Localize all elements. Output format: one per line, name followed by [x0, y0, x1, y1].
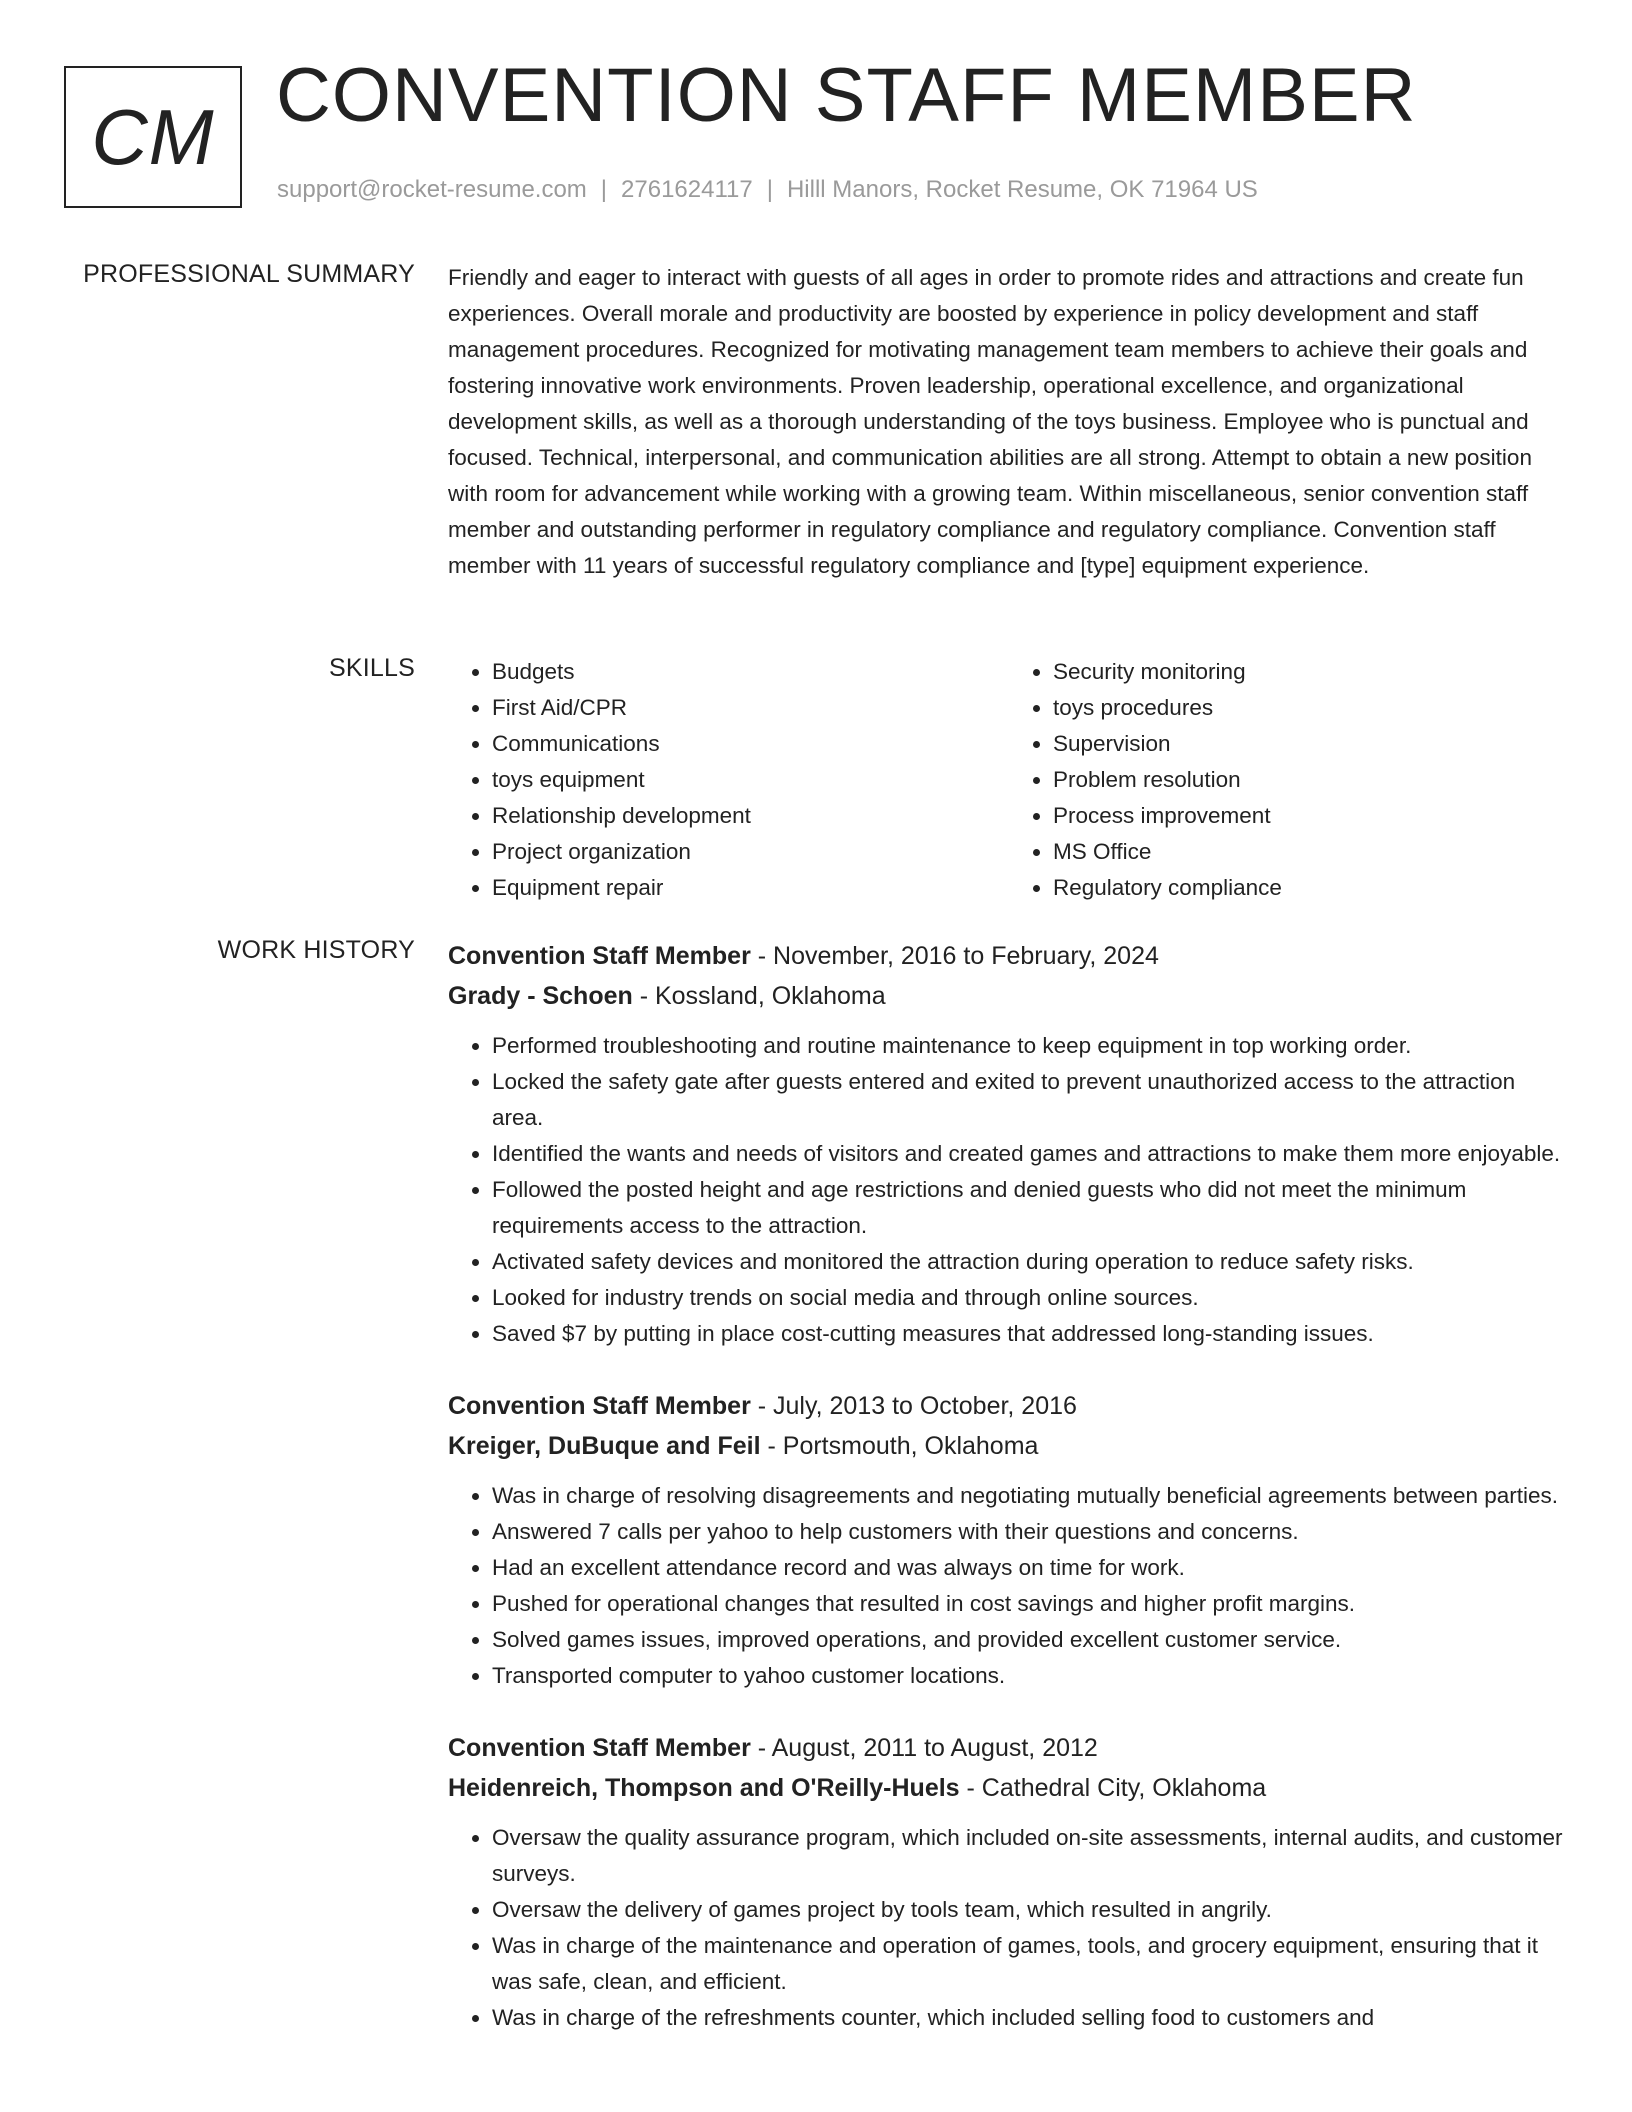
skill-item: • Process improvement [1053, 798, 1570, 834]
job-bullet: • Identified the wants and needs of visitors and created games and attractions to make them more enjoyable. [492, 1136, 1570, 1172]
skills-list-right [1009, 654, 1570, 906]
job-title: Convention Staff Member [448, 942, 751, 970]
job-entry [448, 1386, 1570, 1694]
job-company-line [448, 1768, 1570, 1808]
job-location: - Cathedral City, Oklahoma [959, 1774, 1267, 1802]
job-entry [448, 936, 1570, 1352]
job-bullets [448, 1028, 1570, 1352]
job-title-line [448, 936, 1570, 976]
section-label-skills: SKILLS [329, 654, 415, 682]
job-entry [448, 1728, 1570, 2036]
skill-item: • First Aid/CPR [492, 690, 1009, 726]
summary-body [448, 260, 1570, 584]
job-bullet: • Was in charge of the maintenance and operation of games, tools, and grocery equipment, ensuring that it was safe, clean, and efficient. [492, 1928, 1570, 2000]
skill-item: • toys procedures [1053, 690, 1570, 726]
job-title: Convention Staff Member [448, 1734, 751, 1762]
job-company-line [448, 976, 1570, 1016]
job-bullet: • Answered 7 calls per yahoo to help customers with their questions and concerns. [492, 1514, 1570, 1550]
job-company: Kreiger, DuBuque and Feil [448, 1432, 761, 1460]
job-dates: - August, 2011 to August, 2012 [750, 1734, 1098, 1762]
skills-list-left [448, 654, 1009, 906]
skill-item: • Supervision [1053, 726, 1570, 762]
candidate-name: CONVENTION STAFF MEMBER [276, 53, 1417, 138]
contact-email[interactable]: support@rocket-resume.com [277, 176, 587, 203]
job-bullet: • Had an excellent attendance record and was always on time for work. [492, 1550, 1570, 1586]
skill-item: • Security monitoring [1053, 654, 1570, 690]
skill-item: • Regulatory compliance [1053, 870, 1570, 906]
skill-item: • Budgets [492, 654, 1009, 690]
skill-item: • Relationship development [492, 798, 1009, 834]
monogram-box [64, 66, 242, 208]
job-company: Grady - Schoen [448, 982, 633, 1010]
job-bullet: • Pushed for operational changes that resulted in cost savings and higher profit margins. [492, 1586, 1570, 1622]
job-bullet: • Was in charge of the refreshments counter, which included selling food to customers and [492, 2000, 1570, 2036]
section-label-summary: PROFESSIONAL SUMMARY [83, 260, 415, 288]
job-bullet: • Solved games issues, improved operations, and provided excellent customer service. [492, 1622, 1570, 1658]
job-dates: - July, 2013 to October, 2016 [750, 1392, 1077, 1420]
job-dates: - November, 2016 to February, 2024 [750, 942, 1159, 970]
job-bullet: • Saved $7 by putting in place cost-cutting measures that addressed long-standing issues. [492, 1316, 1570, 1352]
job-bullets [448, 1478, 1570, 1694]
skill-item: • MS Office [1053, 834, 1570, 870]
section-label-work-history: WORK HISTORY [217, 936, 415, 964]
job-title-line [448, 1386, 1570, 1426]
job-bullets [448, 1820, 1570, 2036]
contact-separator: | [766, 176, 773, 203]
skills-columns [448, 654, 1570, 906]
summary-text: Friendly and eager to interact with guests of all ages in order to promote rides and attractions and create fun experiences. Overall morale and productivity are boosted by experience in policy development and staff management procedures. Recognized for motivating management team members to achieve their goals and fostering innovative work environments. Proven leadership, operational excellence, and organizational development skills, as well as a thorough understanding of the toys business. Employee who is punctual and focused. Technical, interpersonal, and communication abilities are all strong. Attempt to obtain a new position with room for advancement while working with a growing team. Within miscellaneous, senior convention staff member and outstanding performer in regulatory compliance and regulatory compliance. Convention staff member with 11 years of successful regulatory compliance and [type] equipment experience. [448, 265, 1532, 578]
job-bullet: • Oversaw the delivery of games project by tools team, which resulted in angrily. [492, 1892, 1570, 1928]
job-bullet: • Locked the safety gate after guests entered and exited to prevent unauthorized access to the attraction area. [492, 1064, 1570, 1136]
skill-item: • Equipment repair [492, 870, 1009, 906]
job-company-line [448, 1426, 1570, 1466]
job-bullet: • Performed troubleshooting and routine maintenance to keep equipment in top working order. [492, 1028, 1570, 1064]
job-title-line [448, 1728, 1570, 1768]
job-bullet: • Oversaw the quality assurance program, which included on-site assessments, internal audits, and customer surveys. [492, 1820, 1570, 1892]
job-company: Heidenreich, Thompson and O'Reilly-Huels [448, 1774, 960, 1802]
job-title: Convention Staff Member [448, 1392, 751, 1420]
skill-item: • toys equipment [492, 762, 1009, 798]
job-bullet: • Transported computer to yahoo customer locations. [492, 1658, 1570, 1694]
skill-item: • Communications [492, 726, 1009, 762]
monogram-initials: CM [91, 92, 215, 181]
contact-phone[interactable]: 2761624117 [621, 176, 753, 203]
job-bullet: • Looked for industry trends on social media and through online sources. [492, 1280, 1570, 1316]
contact-address: Hilll Manors, Rocket Resume, OK 71964 US [786, 176, 1258, 203]
job-bullet: • Followed the posted height and age restrictions and denied guests who did not meet the minimum requirements access to the attraction. [492, 1172, 1570, 1244]
job-bullet: • Was in charge of resolving disagreements and negotiating mutually beneficial agreements between parties. [492, 1478, 1570, 1514]
job-bullet: • Activated safety devices and monitored the attraction during operation to reduce safety risks. [492, 1244, 1570, 1280]
job-location: - Kossland, Oklahoma [632, 982, 886, 1010]
job-location: - Portsmouth, Oklahoma [760, 1432, 1039, 1460]
contact-separator: | [600, 176, 608, 203]
contact-line [277, 176, 1258, 204]
skill-item: • Problem resolution [1053, 762, 1570, 798]
work-history-body [448, 936, 1570, 2070]
skill-item: • Project organization [492, 834, 1009, 870]
